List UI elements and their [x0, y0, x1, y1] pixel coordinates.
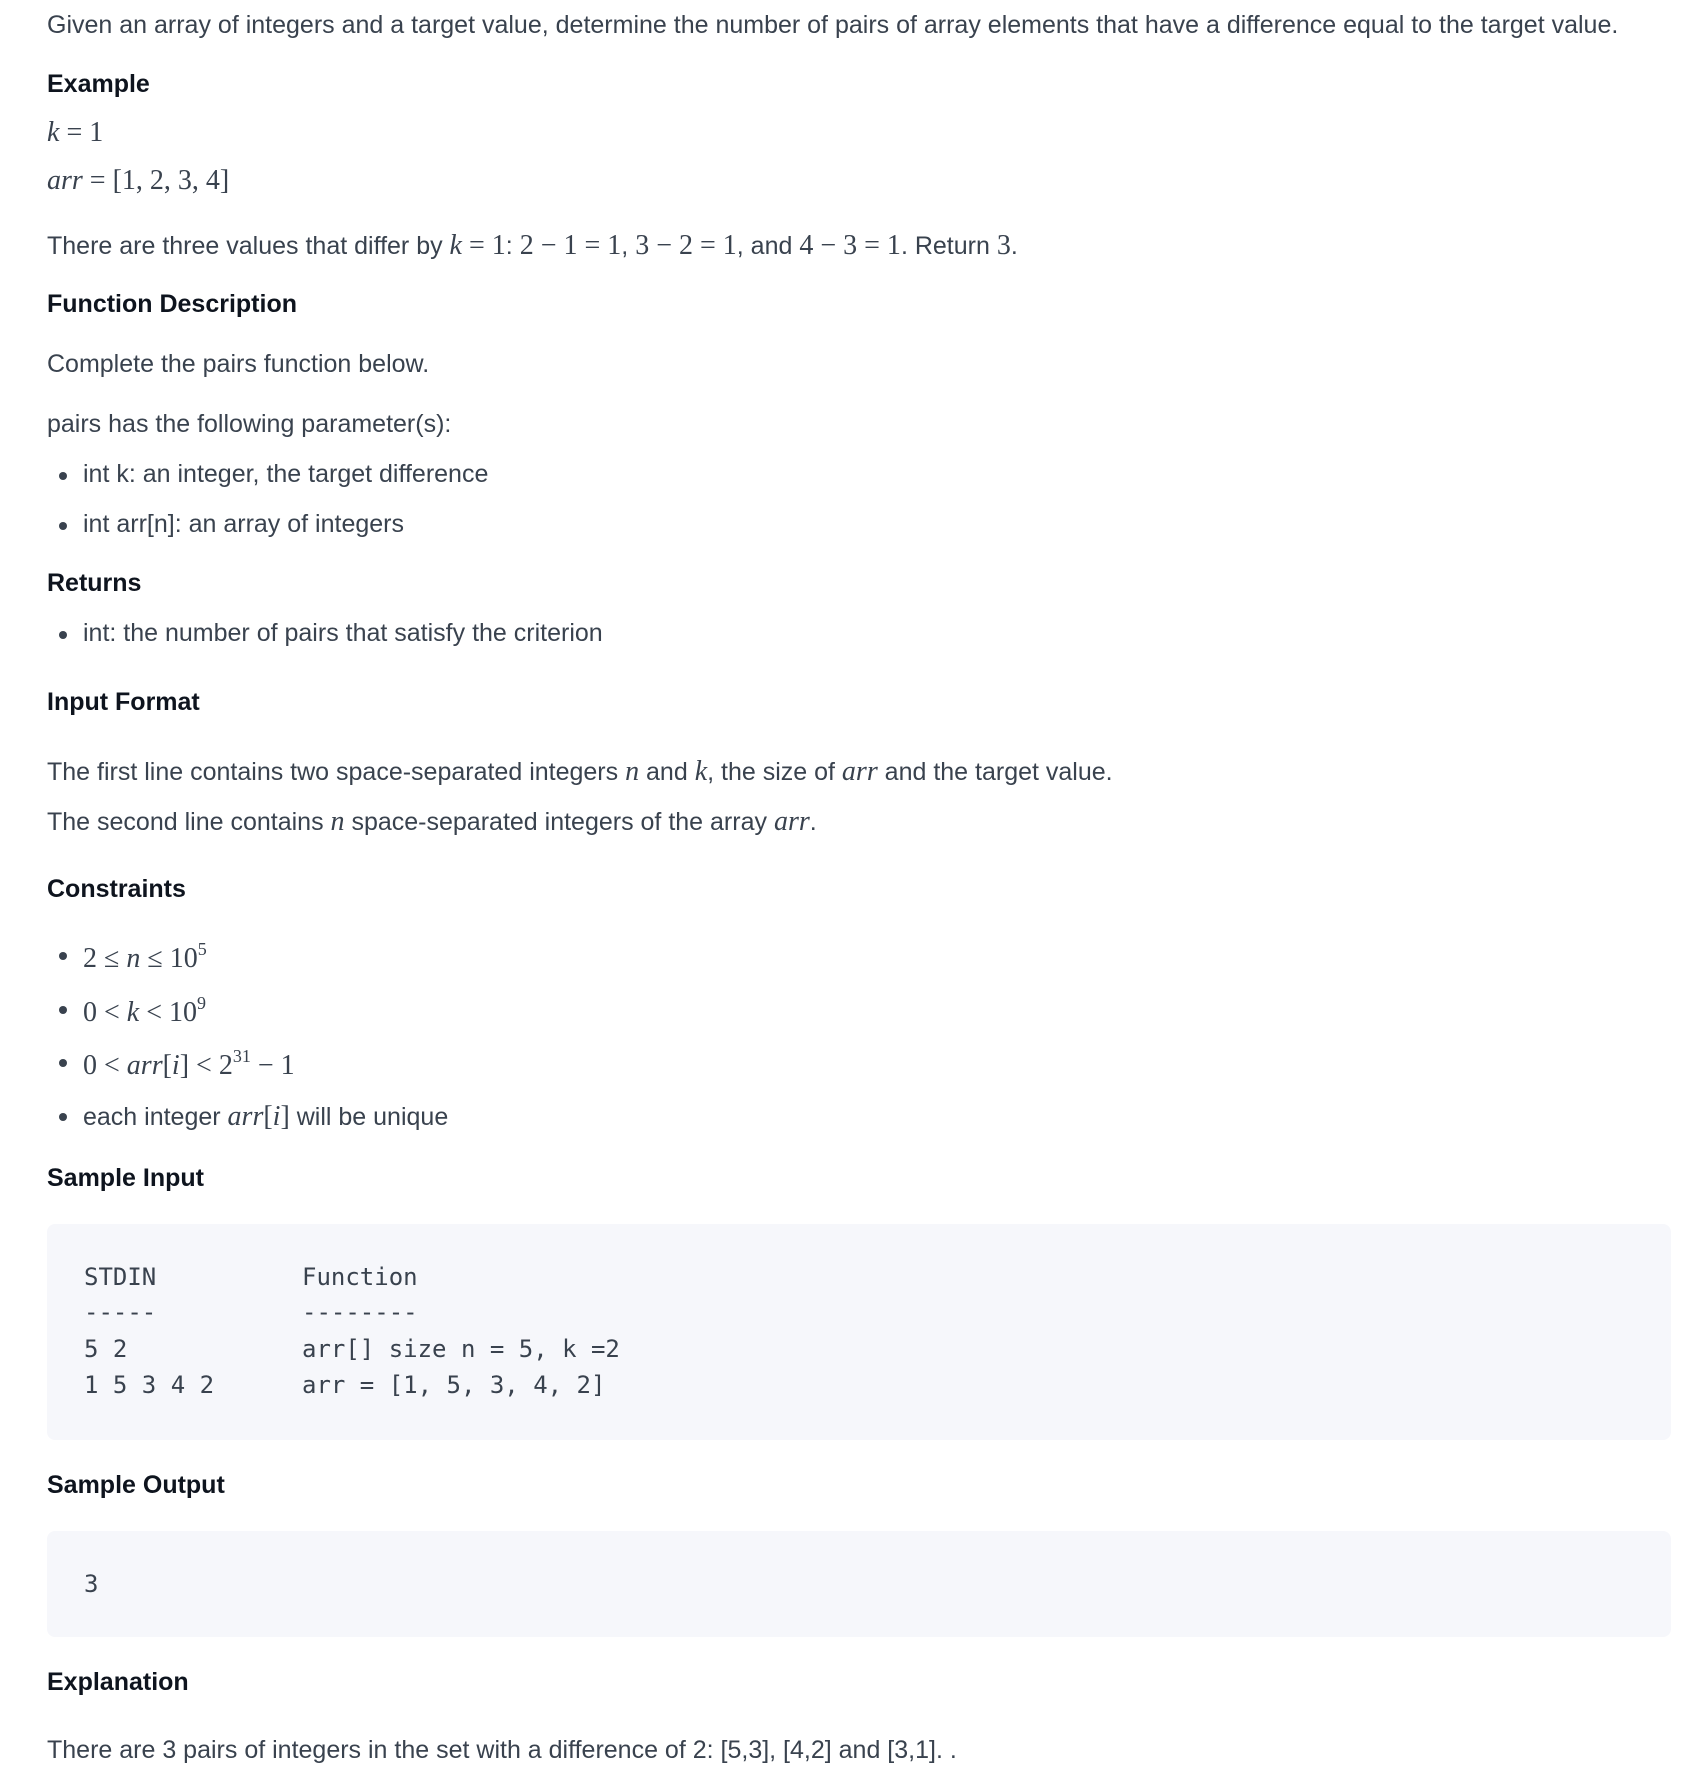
list-item: int arr[n]: an array of integers	[47, 509, 488, 539]
function-description-line2: pairs has the following parameter(s):	[47, 410, 452, 438]
sample-input-heading: Sample Input	[47, 1164, 204, 1192]
returns-list	[47, 618, 603, 648]
bullet-icon	[59, 522, 67, 530]
code-row: 1 5 3 4 2 arr = [1, 5, 3, 4, 2]	[84, 1371, 606, 1399]
bullet-icon	[59, 952, 67, 960]
constraints-list	[47, 939, 448, 1133]
constraints-heading: Constraints	[47, 875, 186, 903]
parameter-list	[47, 459, 488, 539]
sample-output-heading: Sample Output	[47, 1471, 225, 1499]
example-explanation: There are three values that differ by k = 1: 2 − 1 = 1, 3 − 2 = 1, and 4 − 3 = 1. Return 3.	[47, 230, 1018, 261]
code-row: STDIN Function	[84, 1263, 418, 1291]
explanation-text: There are 3 pairs of integers in the set with a difference of 2: [5,3], [4,2] and [3,1]. .	[47, 1736, 957, 1764]
bullet-icon	[59, 472, 67, 480]
intro-text: Given an array of integers and a target value, determine the number of pairs of array elements that have a difference equal to the target value.	[47, 11, 1619, 39]
example-k: k = 1	[47, 117, 104, 148]
sample-output-code-block	[47, 1531, 1671, 1637]
list-item: $2 \le n \le 10^5$	[47, 939, 448, 976]
input-format-heading: Input Format	[47, 688, 200, 716]
bullet-icon	[59, 631, 67, 639]
list-item: int k: an integer, the target difference	[47, 459, 488, 489]
bullet-icon	[59, 1059, 67, 1067]
list-item: each integer arr[i] will be unique	[47, 1100, 448, 1134]
bullet-icon	[59, 1006, 67, 1014]
code-row: 5 2 arr[] size n = 5, k =2	[84, 1335, 620, 1363]
input-format-line2: The second line contains n space-separated integers of the array arr.	[47, 806, 817, 837]
list-item: int: the number of pairs that satisfy the criterion	[47, 618, 603, 648]
bullet-icon	[59, 1113, 67, 1121]
function-description-line1: Complete the pairs function below.	[47, 350, 430, 378]
list-item: $0 < k < 10^9$	[47, 993, 448, 1030]
input-format-line1: The first line contains two space-separated integers n and k, the size of arr and the target value.	[47, 756, 1113, 787]
code-row: 3	[84, 1570, 99, 1598]
list-item: $0 < arr[i] < 2^{31} - 1$	[47, 1046, 448, 1083]
sample-input-code-block	[47, 1224, 1671, 1440]
function-description-heading: Function Description	[47, 290, 297, 318]
returns-heading: Returns	[47, 569, 142, 597]
example-arr: arr = [1, 2, 3, 4]	[47, 165, 230, 196]
code-row: ----- --------	[84, 1298, 418, 1326]
explanation-heading: Explanation	[47, 1668, 189, 1696]
example-heading: Example	[47, 70, 150, 98]
